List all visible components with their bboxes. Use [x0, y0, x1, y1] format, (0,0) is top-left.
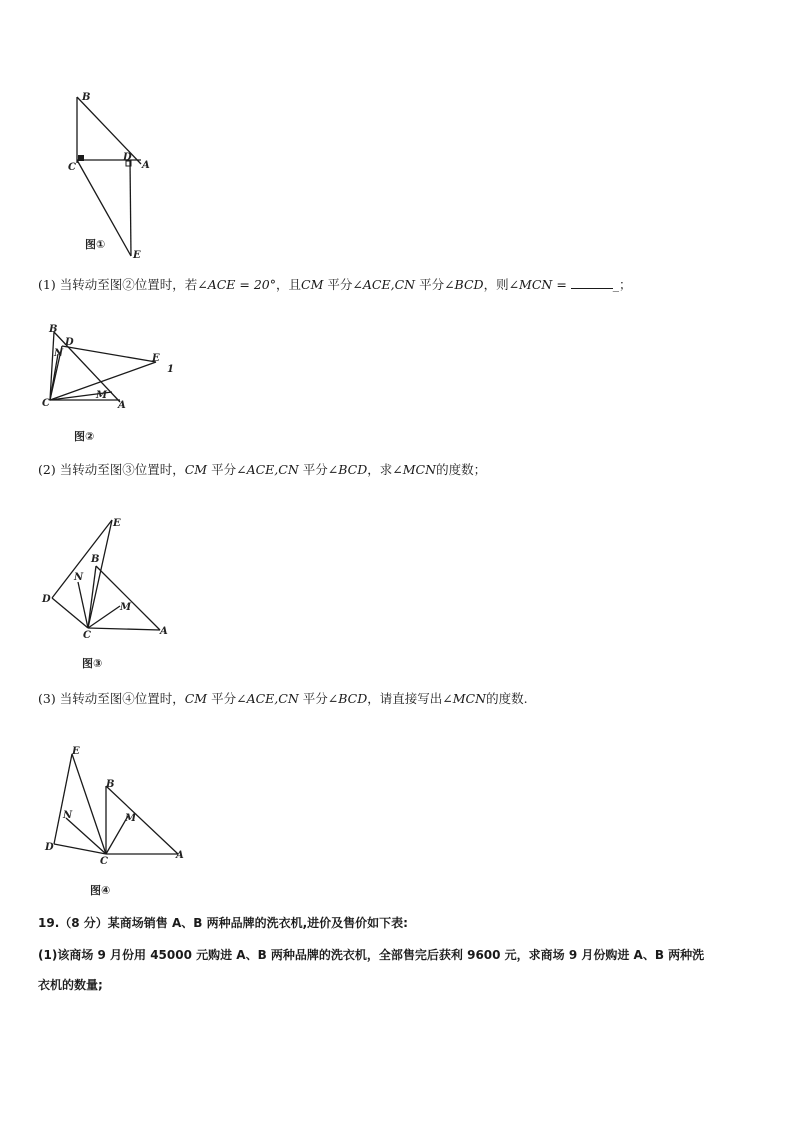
label-e: E — [152, 353, 160, 364]
q3-end: 的度数. — [486, 691, 528, 706]
figure-2-diagram — [38, 320, 188, 415]
figure-4-diagram — [38, 740, 188, 870]
question-3 — [38, 690, 528, 708]
q2-bisect-1: 平分 — [211, 462, 237, 477]
figure-3-diagram — [38, 510, 178, 640]
q1-pre: 当转动至图②位置时，若 — [59, 277, 198, 292]
label-m: M — [125, 813, 137, 824]
q1-then: ，则 — [483, 277, 509, 292]
q1-mcn: ∠MCN = — [508, 277, 567, 292]
question-2 — [38, 461, 486, 479]
q2-bisect-2: 平分 — [302, 462, 328, 477]
label-m: M — [96, 390, 108, 401]
label-c: C — [42, 398, 50, 409]
q1-answer-blank[interactable] — [571, 276, 613, 289]
q1-mid: ，且 — [276, 277, 302, 292]
figure-1 — [60, 88, 180, 268]
figure-1-diagram — [60, 88, 180, 268]
q2-ace: ∠ACE, — [236, 462, 279, 477]
label-d: D — [65, 337, 74, 348]
q3-mcn: ∠MCN — [442, 691, 487, 706]
label-a: A — [142, 160, 150, 171]
q2-bcd: ∠BCD — [327, 462, 368, 477]
figure-4-caption: 图④ — [90, 884, 111, 897]
problem-19-part1-line1: (1)该商场 9 月份用 45000 元购进 A、B 两种品牌的洗衣机，全部售完后获利 9600 元，求商场 9 月份购进 A、B 两种洗 — [38, 948, 705, 962]
label-n: N — [74, 572, 84, 583]
q1-end: _； — [612, 277, 632, 292]
figure-3 — [38, 510, 178, 670]
q1-bisect-1: 平分 — [327, 277, 353, 292]
label-d: D — [123, 152, 132, 163]
q3-pre: 当转动至图④位置时， — [59, 691, 185, 706]
label-c: C — [100, 856, 108, 867]
q1-bcd: ∠BCD — [444, 277, 484, 292]
figure-4 — [38, 740, 188, 897]
q1-cn: CN — [394, 277, 416, 292]
q2-ask: ，求 — [367, 462, 393, 477]
label-n: N — [54, 348, 64, 359]
label-d: D — [42, 594, 51, 605]
label-a: A — [118, 400, 126, 411]
q1-number: (1) — [38, 277, 56, 292]
q2-end: 的度数； — [436, 462, 487, 477]
label-n: N — [63, 810, 73, 821]
label-b: B — [91, 554, 100, 565]
q3-ace: ∠ACE, — [236, 691, 279, 706]
q2-pre: 当转动至图③位置时， — [59, 462, 185, 477]
label-e: E — [133, 250, 141, 261]
question-1 — [38, 276, 632, 294]
q2-number: (2) — [38, 462, 56, 477]
label-c: C — [83, 630, 91, 641]
label-1: 1 — [167, 364, 174, 375]
q3-cn: CN — [278, 691, 299, 706]
q3-ask: ，请直接写出 — [367, 691, 443, 706]
problem-19-title: 19.（8 分）某商场销售 A、B 两种品牌的洗衣机,进价及售价如下表: — [38, 916, 408, 930]
label-m: M — [120, 602, 132, 613]
label-b: B — [106, 779, 115, 790]
label-e: E — [72, 746, 80, 757]
problem-19-part1-line2: 衣机的数量; — [38, 978, 103, 992]
figure-2 — [38, 320, 188, 443]
q2-cn: CN — [278, 462, 299, 477]
q1-ace: ∠ACE, — [352, 277, 395, 292]
q3-cm: CM — [184, 691, 208, 706]
q2-mcn: ∠MCN — [392, 462, 437, 477]
label-b: B — [82, 92, 91, 103]
q1-bisect-2: 平分 — [419, 277, 445, 292]
label-a: A — [160, 626, 168, 637]
q1-angle-ace: ∠ACE = 20° — [197, 277, 276, 292]
figure-2-caption: 图② — [74, 430, 95, 443]
q3-number: (3) — [38, 691, 56, 706]
q1-cm: CM — [301, 277, 324, 292]
figure-3-caption: 图③ — [82, 657, 103, 670]
label-b: B — [49, 324, 58, 335]
q3-bisect-2: 平分 — [302, 691, 328, 706]
q2-cm: CM — [184, 462, 208, 477]
label-d: D — [45, 842, 54, 853]
label-c: C — [68, 162, 76, 173]
label-a: A — [176, 850, 184, 861]
figure-1-caption: 图① — [85, 238, 106, 251]
q3-bisect-1: 平分 — [211, 691, 237, 706]
q3-bcd: ∠BCD — [327, 691, 368, 706]
label-e: E — [113, 518, 121, 529]
